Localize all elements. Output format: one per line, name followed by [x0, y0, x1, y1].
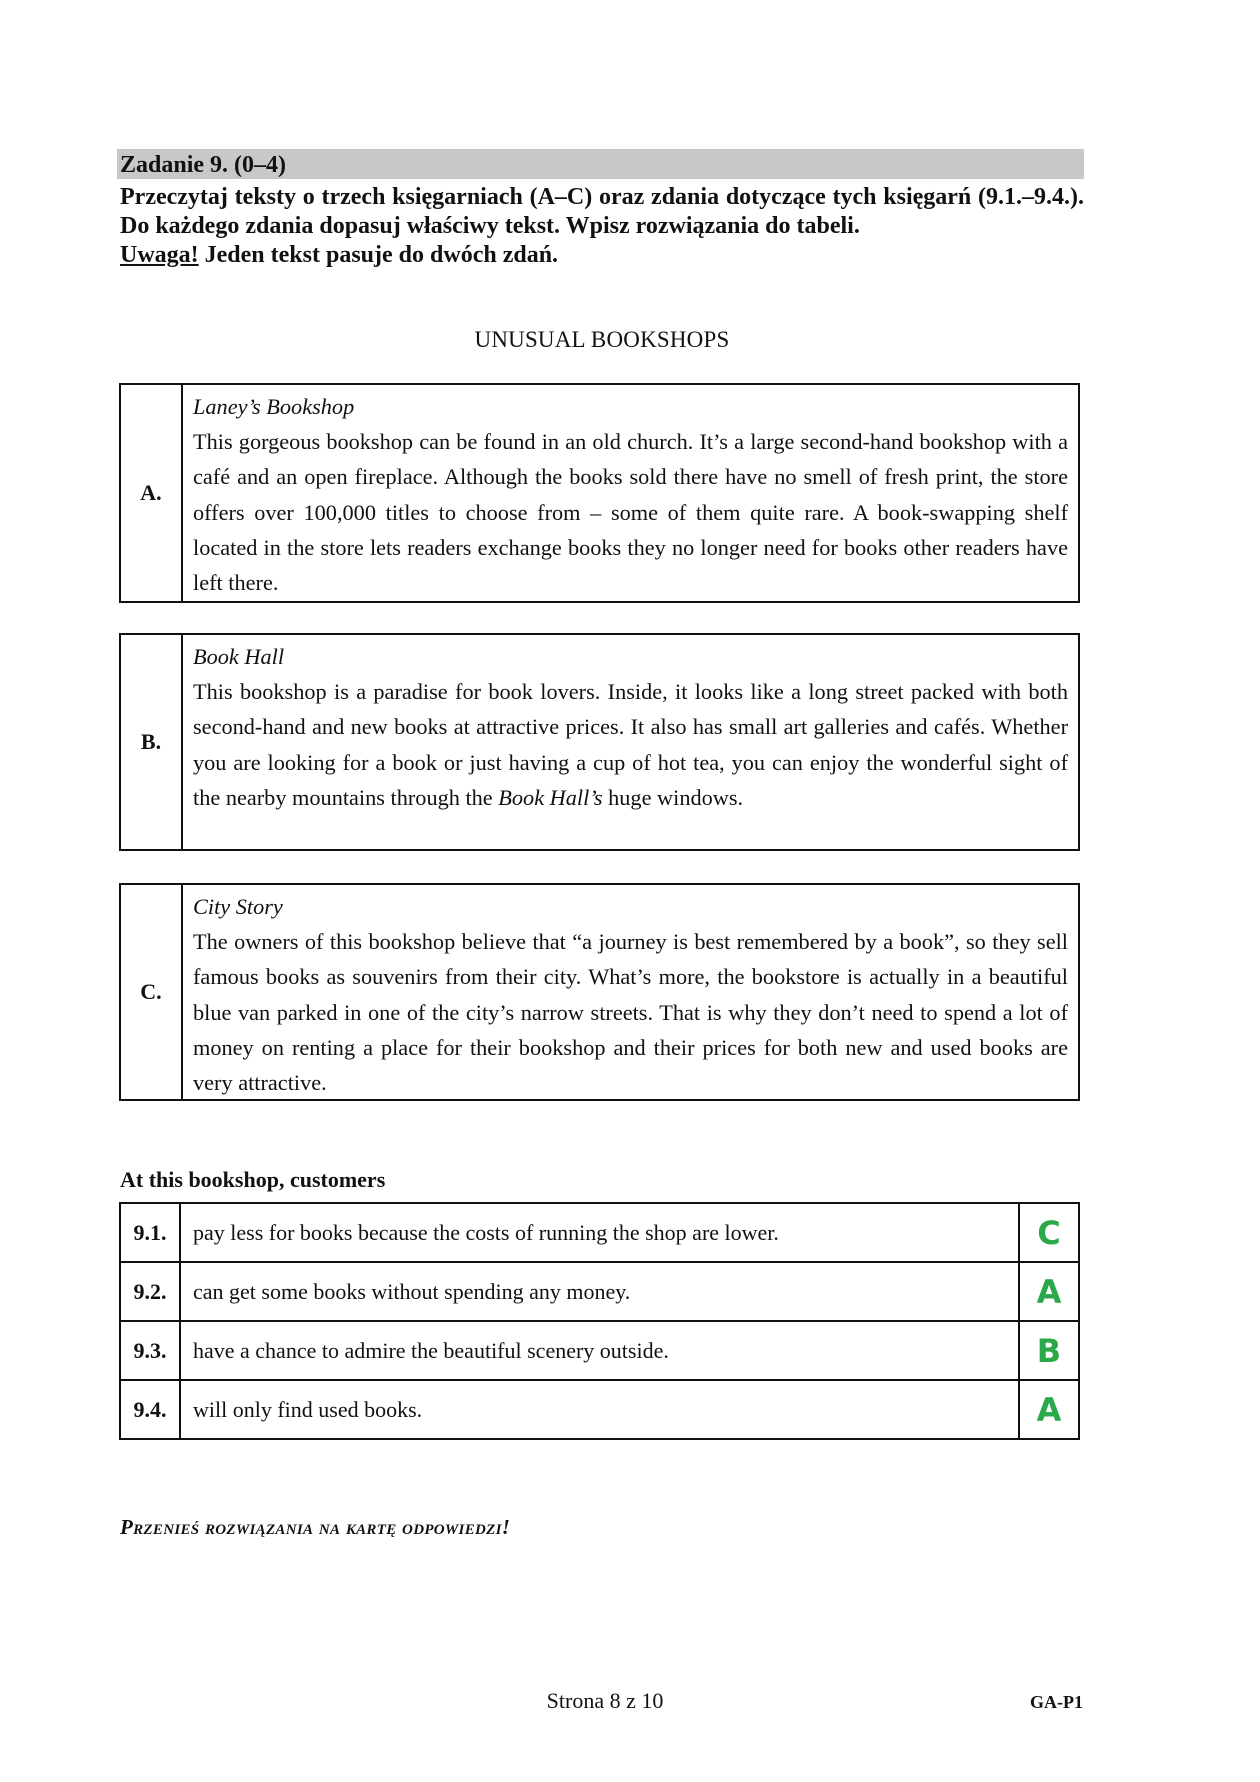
shop-description: This gorgeous bookshop can be found in an old church. It’s a large second-hand bookshop with a café and an open fireplace. Although the books sold there have no smell of fresh print, the store offers over 100,000 titles to choose from – some of them quite rare. A book-swapping shelf located in the store lets readers exchange books they no longer need for books other readers have left there. — [193, 429, 1068, 596]
table-row — [120, 1321, 1079, 1380]
text-box-b — [119, 633, 1080, 851]
table-row — [120, 1262, 1079, 1321]
shop-description: The owners of this bookshop believe that “a journey is best remembered by a book”, so they sell famous books as souvenirs from their city. What’s more, the bookstore is actually in a beautiful blue van parked in one of the city’s narrow streets. That is why they don’t need to spend a lot of money on renting a place for their bookshop and their prices for both new and used books are very attractive. — [193, 929, 1068, 1096]
exam-code: GA-P1 — [1030, 1692, 1083, 1712]
text-box-a — [119, 383, 1080, 603]
text-box-c — [119, 883, 1080, 1101]
instructions-text: Przeczytaj teksty o trzech księgarniach (A–C) oraz zdania dotyczące tych księgarń (9.1.–9.4.). Do każdego zdania dopasuj właściwy tekst. Wpisz rozwiązania do tabeli. — [120, 184, 1084, 239]
page-number: Strona 8 z 10 — [546, 1688, 664, 1713]
section-title: UNUSUAL BOOKSHOPS — [474, 327, 730, 352]
warning-label: Uwaga! — [120, 242, 199, 268]
answers-intro: At this bookshop, customers — [120, 1167, 386, 1192]
transfer-note: Przenieś rozwiązania na kartę odpowiedzi! — [120, 1515, 511, 1539]
shop-name: City Story — [193, 894, 283, 919]
answer-cell[interactable]: A — [1019, 1380, 1079, 1439]
item-statement: will only find used books. — [180, 1380, 1019, 1439]
item-number: 9.3. — [120, 1321, 180, 1380]
shop-name: Laney’s Bookshop — [193, 394, 355, 419]
text-letter: A. — [121, 385, 183, 601]
item-statement: have a chance to admire the beautiful scenery outside. — [180, 1321, 1019, 1380]
table-row — [120, 1203, 1079, 1262]
answer-cell[interactable]: A — [1019, 1262, 1079, 1321]
table-row — [120, 1380, 1079, 1439]
shop-description: This bookshop is a paradise for book lovers. Inside, it looks like a long street packed with both second-hand and new books at attractive prices. It also has small art galleries and cafés. Whether you are looking for a book or just having a cup of hot tea, you can enjoy the wonderful sight of the nearby mountains through the — [193, 679, 1068, 810]
answers-table — [119, 1202, 1080, 1440]
answer-cell[interactable]: B — [1019, 1321, 1079, 1380]
shop-name: Book Hall — [193, 644, 285, 669]
task-title: Zadanie 9. (0–4) — [120, 152, 287, 178]
item-number: 9.1. — [120, 1203, 180, 1262]
shop-description-end: huge windows. — [602, 784, 744, 810]
item-statement: pay less for books because the costs of running the shop are lower. — [180, 1203, 1019, 1262]
item-statement: can get some books without spending any money. — [180, 1262, 1019, 1321]
text-letter: B. — [121, 635, 183, 849]
answer-cell[interactable]: C — [1019, 1203, 1079, 1262]
warning-text: Jeden tekst pasuje do dwóch zdań. — [198, 242, 559, 268]
shop-name-inline: Book Hall’s — [498, 784, 603, 810]
text-content — [183, 885, 1078, 1099]
item-number: 9.2. — [120, 1262, 180, 1321]
text-content — [183, 635, 1078, 849]
text-letter: C. — [121, 885, 183, 1099]
text-content — [183, 385, 1078, 601]
task-instructions — [120, 183, 1084, 270]
item-number: 9.4. — [120, 1380, 180, 1439]
